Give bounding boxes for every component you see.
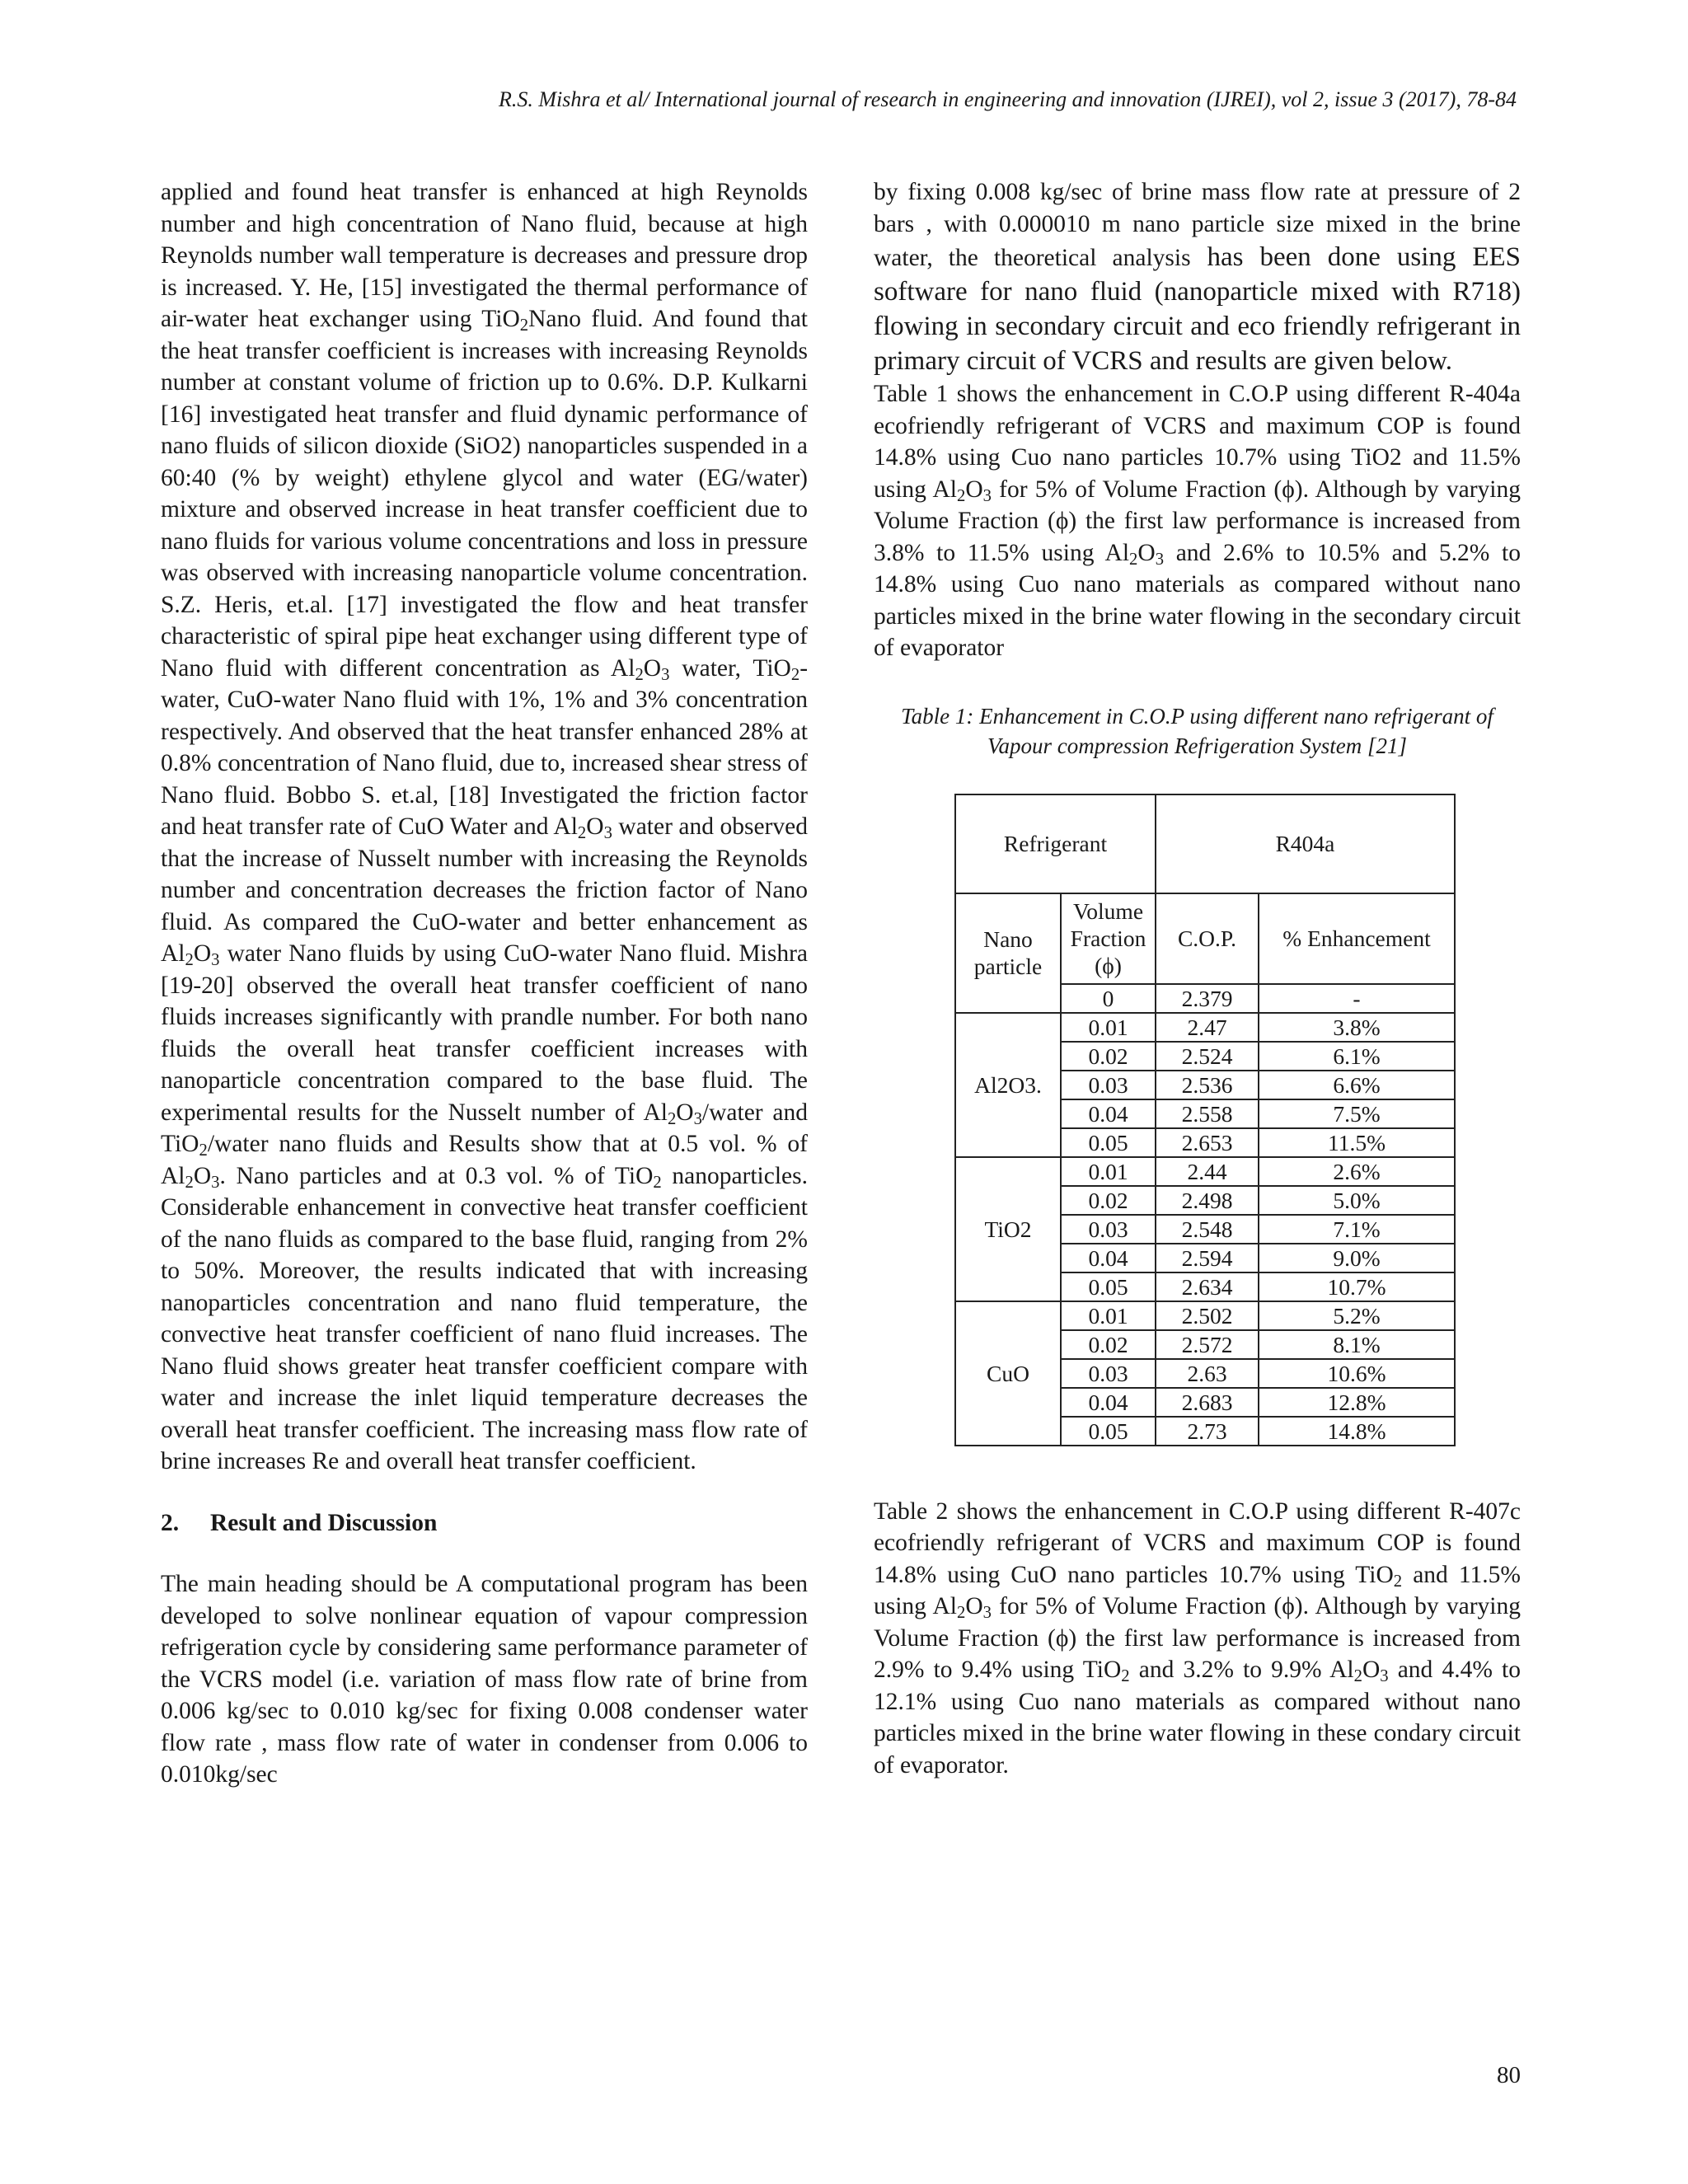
header-r404a: R404a: [1156, 794, 1455, 893]
enhancement-cell: 2.6%: [1259, 1157, 1455, 1186]
volume-fraction-cell: 0.05: [1061, 1417, 1156, 1446]
left-paragraph-2: The main heading should be A computational program has been developed to solve nonlinear equation of vapour compression refrigeration cycle by considering same performance parameter of the VCRS model (i.e. variation of mass flow rate of brine from 0.006 kg/sec to 0.010 kg/sec for fixing 0.008 condenser water flow rate , mass flow rate of water in condenser from 0.006 to 0.010kg/sec: [161, 1571, 808, 1788]
enhancement-cell: 7.5%: [1259, 1099, 1455, 1128]
table-row: [955, 1301, 1455, 1330]
cop-cell: 2.594: [1156, 1244, 1259, 1272]
enhancement-cell: 6.6%: [1259, 1071, 1455, 1099]
enhancement-cell: 11.5%: [1259, 1128, 1455, 1157]
cop-cell: 2.63: [1156, 1359, 1259, 1388]
cop-table-body: [955, 794, 1455, 1446]
cop-cell: 2.536: [1156, 1071, 1259, 1099]
base-enhancement: -: [1259, 984, 1455, 1013]
volume-fraction-cell: 0.02: [1061, 1330, 1156, 1359]
right-column: [874, 176, 1521, 1781]
volume-fraction-cell: 0.05: [1061, 1272, 1156, 1301]
base-cop: 2.379: [1156, 984, 1259, 1013]
cop-cell: 2.572: [1156, 1330, 1259, 1359]
volume-fraction-cell: 0.05: [1061, 1128, 1156, 1157]
section-heading: [161, 1507, 808, 1540]
enhancement-cell: 9.0%: [1259, 1244, 1455, 1272]
nano-particle-name: Al2O3.: [955, 1013, 1061, 1157]
enhancement-cell: 10.6%: [1259, 1359, 1455, 1388]
right-paragraph-3: Table 2 shows the enhancement in C.O.P using different R-407c ecofriendly refrigerant of VCRS and maximum COP is found 14.8% using CuO nano particles 10.7% using TiO$_2$ and 11.5% using $Al_2O_3$ for 5% of Volume Fraction (ϕ). Although by varying Volume Fraction (ϕ) the first law performance is increased from 2.9% to 9.4% using TiO$_2$ and 3.2% to 9.9% $Al_2O_3$ and 4.4% to 12.1% using Cuo nano materials as compared without nano particles mixed in the brine water flowing in these condary circuit of evaporator.: [874, 1497, 1521, 1779]
enhancement-cell: 8.1%: [1259, 1330, 1455, 1359]
volume-fraction-cell: 0.02: [1061, 1186, 1156, 1215]
cop-cell: 2.634: [1156, 1272, 1259, 1301]
left-column: [161, 176, 808, 1791]
enhancement-cell: 5.0%: [1259, 1186, 1455, 1215]
page-number: 80: [1497, 2062, 1521, 2088]
enhancement-cell: 12.8%: [1259, 1388, 1455, 1417]
cop-cell: 2.73: [1156, 1417, 1259, 1446]
volume-fraction-cell: 0.01: [1061, 1013, 1156, 1042]
enhancement-cell: 7.1%: [1259, 1215, 1455, 1244]
cop-table: [954, 794, 1456, 1446]
volume-fraction-cell: 0.01: [1061, 1301, 1156, 1330]
nano-particle-name: TiO2: [955, 1157, 1061, 1301]
base-volume-fraction: 0: [1061, 984, 1156, 1013]
section-title: Result and Discussion: [210, 1509, 438, 1536]
enhancement-cell: 10.7%: [1259, 1272, 1455, 1301]
right-paragraph-1: [874, 176, 1521, 378]
cop-cell: 2.653: [1156, 1128, 1259, 1157]
cop-cell: 2.558: [1156, 1099, 1259, 1128]
header-cop: C.O.P.: [1156, 893, 1259, 984]
header-volume-fraction: Volume Fraction (ϕ): [1061, 893, 1156, 984]
volume-fraction-cell: 0.02: [1061, 1042, 1156, 1071]
section-number: 2.: [161, 1509, 180, 1536]
right-paragraph-1-a: by fixing 0.008 kg/sec of brine mass flow rate at pressure of 2 bars , with 0.000010 m nano particle size mixed in the brine water, the theoretical analysis: [874, 179, 1521, 271]
cop-cell: 2.502: [1156, 1301, 1259, 1330]
cop-cell: 2.683: [1156, 1388, 1259, 1417]
header-nano-particle: Nano particle: [955, 893, 1061, 1013]
table-row: [955, 1013, 1455, 1042]
volume-fraction-cell: 0.03: [1061, 1071, 1156, 1099]
running-header: R.S. Mishra et al/ International journal of research in engineering and innovation (IJREI), vol 2, issue 3 (2017), 78-84: [498, 87, 1517, 111]
header-refrigerant: Refrigerant: [955, 794, 1156, 893]
cop-cell: 2.47: [1156, 1013, 1259, 1042]
right-paragraph-2: Table 1 shows the enhancement in C.O.P using different R-404a ecofriendly refrigerant of VCRS and maximum COP is found 14.8% using Cuo nano particles 10.7% using TiO2 and 11.5% using $Al_2O_3$ for 5% of Volume Fraction (ϕ). Although by varying Volume Fraction (ϕ) the first law performance is increased from 3.8% to 11.5% using $Al_2O_3$ and 2.6% to 10.5% and 5.2% to 14.8% using Cuo nano materials as compared without nano particles mixed in the brine water flowing in the secondary circuit of evaporator: [874, 381, 1521, 661]
volume-fraction-cell: 0.04: [1061, 1099, 1156, 1128]
enhancement-cell: 6.1%: [1259, 1042, 1455, 1071]
volume-fraction-cell: 0.04: [1061, 1244, 1156, 1272]
table-subheader-row: [955, 893, 1455, 984]
volume-fraction-cell: 0.01: [1061, 1157, 1156, 1186]
enhancement-cell: 5.2%: [1259, 1301, 1455, 1330]
nano-particle-name: CuO: [955, 1301, 1061, 1446]
cop-cell: 2.524: [1156, 1042, 1259, 1071]
volume-fraction-cell: 0.03: [1061, 1215, 1156, 1244]
table-row: [955, 1157, 1455, 1186]
cop-cell: 2.548: [1156, 1215, 1259, 1244]
enhancement-cell: 14.8%: [1259, 1417, 1455, 1446]
volume-fraction-cell: 0.04: [1061, 1388, 1156, 1417]
table-caption: Table 1: Enhancement in C.O.P using different nano refrigerant of Vapour compression Refrigeration System [21]: [901, 703, 1493, 758]
cop-cell: 2.44: [1156, 1157, 1259, 1186]
right-paragraph-1-b: has been done using EES software for nano fluid (nanoparticle mixed with R718) flowing in secondary circuit and eco friendly refrigerant in primary circuit of VCRS and results are given below.: [874, 242, 1521, 376]
header-enhancement: % Enhancement: [1259, 893, 1455, 984]
cop-cell: 2.498: [1156, 1186, 1259, 1215]
volume-fraction-cell: 0.03: [1061, 1359, 1156, 1388]
table-header-row: [955, 794, 1455, 893]
left-paragraph-1: applied and found heat transfer is enhanced at high Reynolds number and high concentration of Nano fluid, because at high Reynolds number wall temperature is decreases and pressure drop is increased. Y. He, [15] investigated the thermal performance of air-water heat exchanger using TiO$_2$Nano fluid. And found that the heat transfer coefficient is increases with increasing Reynolds number at constant volume of friction up to 0.6%. D.P. Kulkarni [16] investigated heat transfer and fluid dynamic performance of nano fluids of silicon dioxide (SiO2) nanoparticles suspended in a 60:40 (% by weight) ethylene glycol and water (EG/water) mixture and observed increase in heat transfer coefficient due to nano fluids for various volume concentrations and loss in pressure was observed with increasing nanoparticle volume concentration. S.Z. Heris, et.al. [17] investigated the flow and heat transfer characteristic of spiral pipe heat exchanger using different type of Nano fluid with different concentration as $Al_2O_3$ water, TiO$_2$-water, CuO-water Nano fluid with 1%, 1% and 3% concentration respectively. And observed that the heat transfer enhanced 28% at 0.8% concentration of Nano fluid, due to, increased shear stress of Nano fluid. Bobbo S. et.al, [18] Investigated the friction factor and heat transfer rate of CuO Water and $Al_2O_3$ water and observed that the increase of Nusselt number with increasing the Reynolds number and concentration decreases the friction factor of Nano fluid. As compared the CuO-water and better enhancement as $Al_2O_3$ water Nano fluids by using CuO-water Nano fluid. Mishra [19-20] observed the overall heat transfer coefficient of nano fluids increases significantly with prandle number. For both nano fluids the overall heat transfer coefficient increases with nanoparticle concentration compared to the base fluid. The experimental results for the Nusselt number of $Al_2O_3$/water and TiO$_2$/water nano fluids and Results show that at 0.5 vol. % of $Al_2O_3$. Nano particles and at 0.3 vol. % of TiO$_2$ nanoparticles. Considerable enhancement in convective heat transfer coefficient of the nano fluids as compared to the base fluid, ranging from 2% to 50%. Moreover, the results indicated that with increasing nanoparticles concentration and nano fluid temperature, the convective heat transfer coefficient of nano fluid increases. The Nano fluid shows greater heat transfer coefficient compare with water and increase the inlet liquid temperature decreases the overall heat transfer coefficient. The increasing mass flow rate of brine increases Re and overall heat transfer coefficient.: [161, 179, 809, 1474]
enhancement-cell: 3.8%: [1259, 1013, 1455, 1042]
